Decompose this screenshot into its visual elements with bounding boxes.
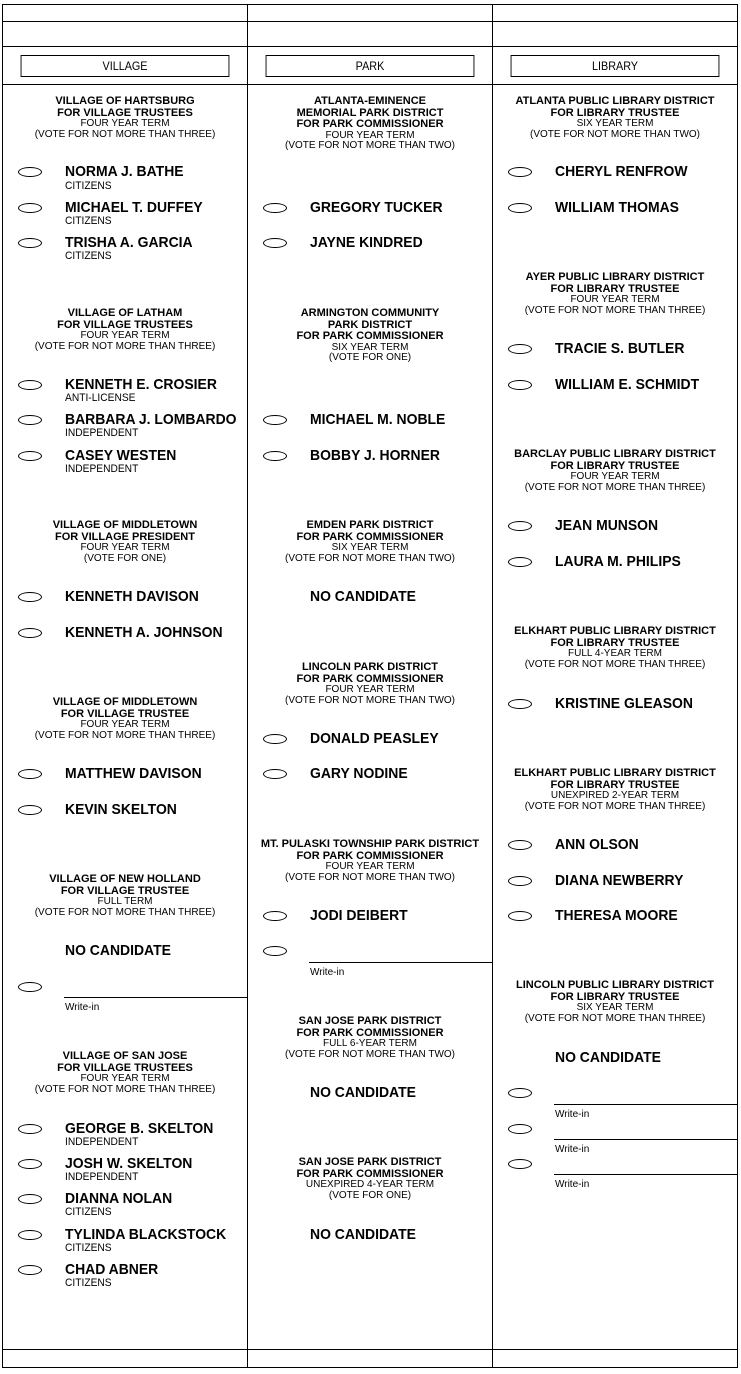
- contest-term: FOUR YEAR TERM: [325, 684, 415, 696]
- vote-oval[interactable]: [18, 1194, 42, 1204]
- vote-oval[interactable]: [508, 167, 532, 177]
- column-header-park: PARK: [266, 55, 475, 77]
- vote-oval[interactable]: [18, 805, 42, 815]
- candidate-name: KENNETH A. JOHNSON: [65, 624, 223, 641]
- candidate-name: LAURA M. PHILIPS: [555, 553, 681, 570]
- vote-oval[interactable]: [263, 451, 287, 461]
- contest-name: SAN JOSE PARK DISTRICT: [298, 1015, 442, 1027]
- candidate-name: JAYNE KINDRED: [310, 234, 423, 251]
- vote-oval[interactable]: [18, 415, 42, 425]
- candidate-name: GEORGE B. SKELTON: [65, 1120, 214, 1137]
- candidate-party: CITIZENS: [65, 1242, 112, 1254]
- contest-vote-instruction: (VOTE FOR ONE): [328, 352, 412, 364]
- contest-office: FOR LIBRARY TRUSTEE: [550, 106, 680, 119]
- column-divider-1: [247, 4, 248, 1368]
- contest-title: [250, 96, 490, 152]
- candidate-party: INDEPENDENT: [65, 463, 139, 475]
- contest-term: FOUR YEAR TERM: [80, 330, 170, 342]
- contest-title: [5, 874, 245, 918]
- contest-term: FOUR YEAR TERM: [325, 861, 415, 873]
- candidate-name: KEVIN SKELTON: [65, 801, 177, 818]
- contest-office: FOR LIBRARY TRUSTEE: [550, 778, 680, 791]
- vote-oval[interactable]: [263, 238, 287, 248]
- contest-term: FOUR YEAR TERM: [570, 294, 660, 306]
- ballot-header-divider: [2, 21, 738, 22]
- write-in-line[interactable]: [64, 997, 247, 998]
- vote-oval[interactable]: [18, 203, 42, 213]
- contest-office: FOR VILLAGE TRUSTEE: [60, 707, 190, 720]
- contest-title: [495, 96, 735, 140]
- contest-name: ELKHART PUBLIC LIBRARY DISTRICT: [514, 767, 716, 779]
- contest-term: FOUR YEAR TERM: [80, 542, 170, 554]
- write-in-label: Write-in: [65, 1002, 100, 1013]
- write-in-oval[interactable]: [18, 982, 42, 992]
- vote-oval[interactable]: [18, 451, 42, 461]
- vote-oval[interactable]: [508, 911, 532, 921]
- candidate-party: CITIZENS: [65, 250, 112, 262]
- contest-name: ARMINGTON COMMUNITY: [300, 307, 440, 319]
- contest-vote-instruction: (VOTE FOR NOT MORE THAN THREE): [34, 1083, 216, 1095]
- vote-oval[interactable]: [18, 1230, 42, 1240]
- candidate-party: ANTI-LICENSE: [65, 392, 136, 404]
- column-header-village: VILLAGE: [21, 55, 230, 77]
- ballot-footer-divider: [2, 1349, 738, 1350]
- write-in-oval[interactable]: [508, 1159, 532, 1169]
- column-header-library: LIBRARY: [511, 55, 720, 77]
- vote-oval[interactable]: [18, 238, 42, 248]
- ballot-left-border: [2, 4, 3, 1368]
- candidate-name: DIANA NEWBERRY: [555, 872, 684, 889]
- candidate-party: CITIZENS: [65, 1206, 112, 1218]
- vote-oval[interactable]: [18, 1265, 42, 1275]
- contest-title: [250, 520, 490, 564]
- contest-title: [250, 839, 490, 883]
- candidate-party: INDEPENDENT: [65, 427, 139, 439]
- contest-term: FULL TERM: [97, 896, 153, 908]
- vote-oval[interactable]: [18, 592, 42, 602]
- candidate-name: KENNETH E. CROSIER: [65, 376, 217, 393]
- candidate-name: THERESA MOORE: [555, 907, 678, 924]
- contest-name: BARCLAY PUBLIC LIBRARY DISTRICT: [514, 448, 716, 460]
- contest-term: UNEXPIRED 4-YEAR TERM: [305, 1179, 435, 1191]
- contest-vote-instruction: (VOTE FOR NOT MORE THAN THREE): [34, 906, 216, 918]
- contest-vote-instruction: (VOTE FOR NOT MORE THAN TWO): [285, 871, 455, 883]
- contest-vote-instruction: (VOTE FOR ONE): [83, 552, 167, 564]
- contest-name: EMDEN PARK DISTRICT: [306, 519, 434, 531]
- contest-name: ELKHART PUBLIC LIBRARY DISTRICT: [514, 625, 716, 637]
- contest-title: [250, 1016, 490, 1060]
- candidate-party: INDEPENDENT: [65, 1171, 139, 1183]
- contest-office: FOR PARK COMMISSIONER: [296, 672, 444, 685]
- no-candidate-label: NO CANDIDATE: [310, 588, 416, 605]
- no-candidate-label: NO CANDIDATE: [310, 1226, 416, 1243]
- candidate-name: CHAD ABNER: [65, 1261, 159, 1278]
- candidate-name: KENNETH DAVISON: [65, 588, 199, 605]
- candidate-name: ANN OLSON: [555, 836, 639, 853]
- write-in-line[interactable]: [309, 962, 492, 963]
- contest-vote-instruction: (VOTE FOR ONE): [328, 1189, 412, 1201]
- candidate-name: KRISTINE GLEASON: [555, 695, 693, 712]
- contest-office: FOR LIBRARY TRUSTEE: [550, 459, 680, 472]
- candidate-name: BOBBY J. HORNER: [310, 447, 440, 464]
- contest-name: MT. PULASKI TOWNSHIP PARK DISTRICT: [260, 838, 480, 850]
- contest-term: SIX YEAR TERM: [576, 1002, 654, 1014]
- contest-title: [495, 626, 735, 670]
- contest-name-line-2: PARK DISTRICT: [327, 318, 413, 331]
- write-in-label: Write-in: [555, 1179, 590, 1190]
- vote-oval[interactable]: [508, 557, 532, 567]
- contest-vote-instruction: (VOTE FOR NOT MORE THAN THREE): [524, 800, 706, 812]
- vote-oval[interactable]: [18, 628, 42, 638]
- contest-vote-instruction: (VOTE FOR NOT MORE THAN TWO): [285, 140, 455, 152]
- write-in-line[interactable]: [554, 1174, 737, 1175]
- candidate-name: GREGORY TUCKER: [310, 199, 443, 216]
- vote-oval[interactable]: [18, 1124, 42, 1134]
- candidate-name: JEAN MUNSON: [555, 517, 659, 534]
- contest-name: VILLAGE OF LATHAM: [67, 307, 183, 319]
- contest-title: [495, 449, 735, 493]
- contest-title: [250, 308, 490, 364]
- candidate-name: GARY NODINE: [310, 765, 408, 782]
- contest-term: FULL 6-YEAR TERM: [323, 1038, 417, 1050]
- contest-name: VILLAGE OF NEW HOLLAND: [49, 873, 201, 885]
- contest-name: ATLANTA PUBLIC LIBRARY DISTRICT: [515, 95, 715, 107]
- vote-oval[interactable]: [508, 203, 532, 213]
- contest-title: [5, 697, 245, 741]
- vote-oval[interactable]: [263, 911, 287, 921]
- vote-oval[interactable]: [508, 521, 532, 531]
- contest-title: [495, 768, 735, 812]
- candidate-name: WILLIAM THOMAS: [555, 199, 679, 216]
- candidate-name: JOSH W. SKELTON: [65, 1155, 193, 1172]
- vote-oval[interactable]: [18, 167, 42, 177]
- candidate-name: JODI DEIBERT: [310, 907, 408, 924]
- contest-title: [495, 272, 735, 316]
- no-candidate-label: NO CANDIDATE: [555, 1049, 661, 1066]
- vote-oval[interactable]: [18, 769, 42, 779]
- contest-title: [5, 1051, 245, 1095]
- contest-name: AYER PUBLIC LIBRARY DISTRICT: [525, 271, 705, 283]
- contest-term: FOUR YEAR TERM: [80, 118, 170, 130]
- column-divider-2: [492, 4, 493, 1368]
- contest-office: FOR VILLAGE PRESIDENT: [55, 530, 195, 543]
- vote-oval[interactable]: [508, 380, 532, 390]
- contest-title: [5, 308, 245, 352]
- contest-office: FOR PARK COMMISSIONER: [296, 1167, 444, 1180]
- contest-office: FOR PARK COMMISSIONER: [296, 118, 444, 131]
- contest-office: FOR PARK COMMISSIONER: [296, 1026, 444, 1039]
- write-in-oval[interactable]: [508, 1088, 532, 1098]
- ballot-top-border: [2, 4, 738, 5]
- vote-oval[interactable]: [263, 415, 287, 425]
- contest-vote-instruction: (VOTE FOR NOT MORE THAN THREE): [524, 481, 706, 493]
- no-candidate-label: NO CANDIDATE: [65, 942, 171, 959]
- vote-oval[interactable]: [263, 769, 287, 779]
- contest-vote-instruction: (VOTE FOR NOT MORE THAN THREE): [524, 304, 706, 316]
- contest-term: SIX YEAR TERM: [331, 542, 409, 554]
- vote-oval[interactable]: [508, 876, 532, 886]
- contest-term: FOUR YEAR TERM: [80, 719, 170, 731]
- write-in-line[interactable]: [554, 1139, 737, 1140]
- write-in-oval[interactable]: [263, 946, 287, 956]
- contest-title: [495, 980, 735, 1024]
- contest-name: LINCOLN PARK DISTRICT: [301, 661, 439, 673]
- contest-office: FOR PARK COMMISSIONER: [296, 330, 444, 343]
- contest-vote-instruction: (VOTE FOR NOT MORE THAN TWO): [285, 694, 455, 706]
- contest-term: SIX YEAR TERM: [331, 341, 409, 353]
- vote-oval[interactable]: [508, 699, 532, 709]
- candidate-name: MICHAEL T. DUFFEY: [65, 199, 203, 216]
- contest-term: FOUR YEAR TERM: [570, 471, 660, 483]
- contest-vote-instruction: (VOTE FOR NOT MORE THAN THREE): [524, 1012, 706, 1024]
- candidate-name: CHERYL RENFROW: [555, 163, 688, 180]
- contest-vote-instruction: (VOTE FOR NOT MORE THAN THREE): [524, 658, 706, 670]
- contest-name: ATLANTA-EMINENCE: [313, 95, 427, 107]
- contest-name: SAN JOSE PARK DISTRICT: [298, 1156, 442, 1168]
- contest-vote-instruction: (VOTE FOR NOT MORE THAN TWO): [285, 1048, 455, 1060]
- candidate-name: DIANNA NOLAN: [65, 1190, 173, 1207]
- ballot-header-divider-2: [2, 46, 738, 47]
- candidate-party: CITIZENS: [65, 180, 112, 192]
- contest-term: SIX YEAR TERM: [576, 118, 654, 130]
- contest-vote-instruction: (VOTE FOR NOT MORE THAN THREE): [34, 729, 216, 741]
- vote-oval[interactable]: [508, 344, 532, 354]
- contest-office: FOR LIBRARY TRUSTEE: [550, 282, 680, 295]
- no-candidate-label: NO CANDIDATE: [310, 1084, 416, 1101]
- contest-office: FOR VILLAGE TRUSTEES: [57, 318, 193, 331]
- candidate-party: INDEPENDENT: [65, 1136, 139, 1148]
- candidate-name: MATTHEW DAVISON: [65, 765, 202, 782]
- contest-term: FOUR YEAR TERM: [80, 1073, 170, 1085]
- write-in-oval[interactable]: [508, 1124, 532, 1134]
- contest-vote-instruction: (VOTE FOR NOT MORE THAN THREE): [34, 340, 216, 352]
- vote-oval[interactable]: [18, 380, 42, 390]
- write-in-label: Write-in: [555, 1144, 590, 1155]
- contest-name: VILLAGE OF MIDDLETOWN: [52, 519, 198, 531]
- contest-term: FULL 4-YEAR TERM: [568, 648, 662, 660]
- contest-office: FOR VILLAGE TRUSTEES: [57, 1061, 193, 1074]
- vote-oval[interactable]: [18, 1159, 42, 1169]
- contest-office: FOR VILLAGE TRUSTEE: [60, 884, 190, 897]
- write-in-label: Write-in: [555, 1109, 590, 1120]
- contest-office: FOR LIBRARY TRUSTEE: [550, 990, 680, 1003]
- write-in-line[interactable]: [554, 1104, 737, 1105]
- ballot-bottom-border: [2, 1367, 738, 1368]
- candidate-name: DONALD PEASLEY: [310, 730, 439, 747]
- candidate-name: NORMA J. BATHE: [65, 163, 184, 180]
- vote-oval[interactable]: [263, 203, 287, 213]
- contest-term: FOUR YEAR TERM: [325, 129, 415, 141]
- ballot-right-border: [737, 4, 738, 1368]
- contest-name: VILLAGE OF MIDDLETOWN: [52, 696, 198, 708]
- candidate-name: TRACIE S. BUTLER: [555, 340, 685, 357]
- contest-name: VILLAGE OF SAN JOSE: [62, 1050, 188, 1062]
- candidate-name: MICHAEL M. NOBLE: [310, 411, 446, 428]
- write-in-label: Write-in: [310, 967, 345, 978]
- candidate-name: WILLIAM E. SCHMIDT: [555, 376, 700, 393]
- contest-name: VILLAGE OF HARTSBURG: [55, 95, 195, 107]
- contest-vote-instruction: (VOTE FOR NOT MORE THAN TWO): [285, 552, 455, 564]
- ballot-column-header-bottom: [2, 84, 738, 85]
- contest-title: [5, 520, 245, 564]
- contest-vote-instruction: (VOTE FOR NOT MORE THAN THREE): [34, 128, 216, 140]
- candidate-party: CITIZENS: [65, 1277, 112, 1289]
- candidate-name: BARBARA J. LOMBARDO: [65, 411, 237, 428]
- contest-term: UNEXPIRED 2-YEAR TERM: [550, 790, 680, 802]
- contest-name-line-2: MEMORIAL PARK DISTRICT: [296, 106, 444, 119]
- contest-name: LINCOLN PUBLIC LIBRARY DISTRICT: [516, 979, 714, 991]
- contest-vote-instruction: (VOTE FOR NOT MORE THAN TWO): [530, 128, 700, 140]
- candidate-name: TYLINDA BLACKSTOCK: [65, 1226, 227, 1243]
- contest-office: FOR PARK COMMISSIONER: [296, 530, 444, 543]
- candidate-name: CASEY WESTEN: [65, 447, 177, 464]
- contest-title: [250, 662, 490, 706]
- contest-title: [5, 96, 245, 140]
- candidate-name: TRISHA A. GARCIA: [65, 234, 193, 251]
- contest-office: FOR PARK COMMISSIONER: [296, 849, 444, 862]
- contest-office: FOR VILLAGE TRUSTEES: [57, 106, 193, 119]
- vote-oval[interactable]: [263, 734, 287, 744]
- candidate-party: CITIZENS: [65, 215, 112, 227]
- contest-office: FOR LIBRARY TRUSTEE: [550, 636, 680, 649]
- vote-oval[interactable]: [508, 840, 532, 850]
- contest-title: [250, 1157, 490, 1201]
